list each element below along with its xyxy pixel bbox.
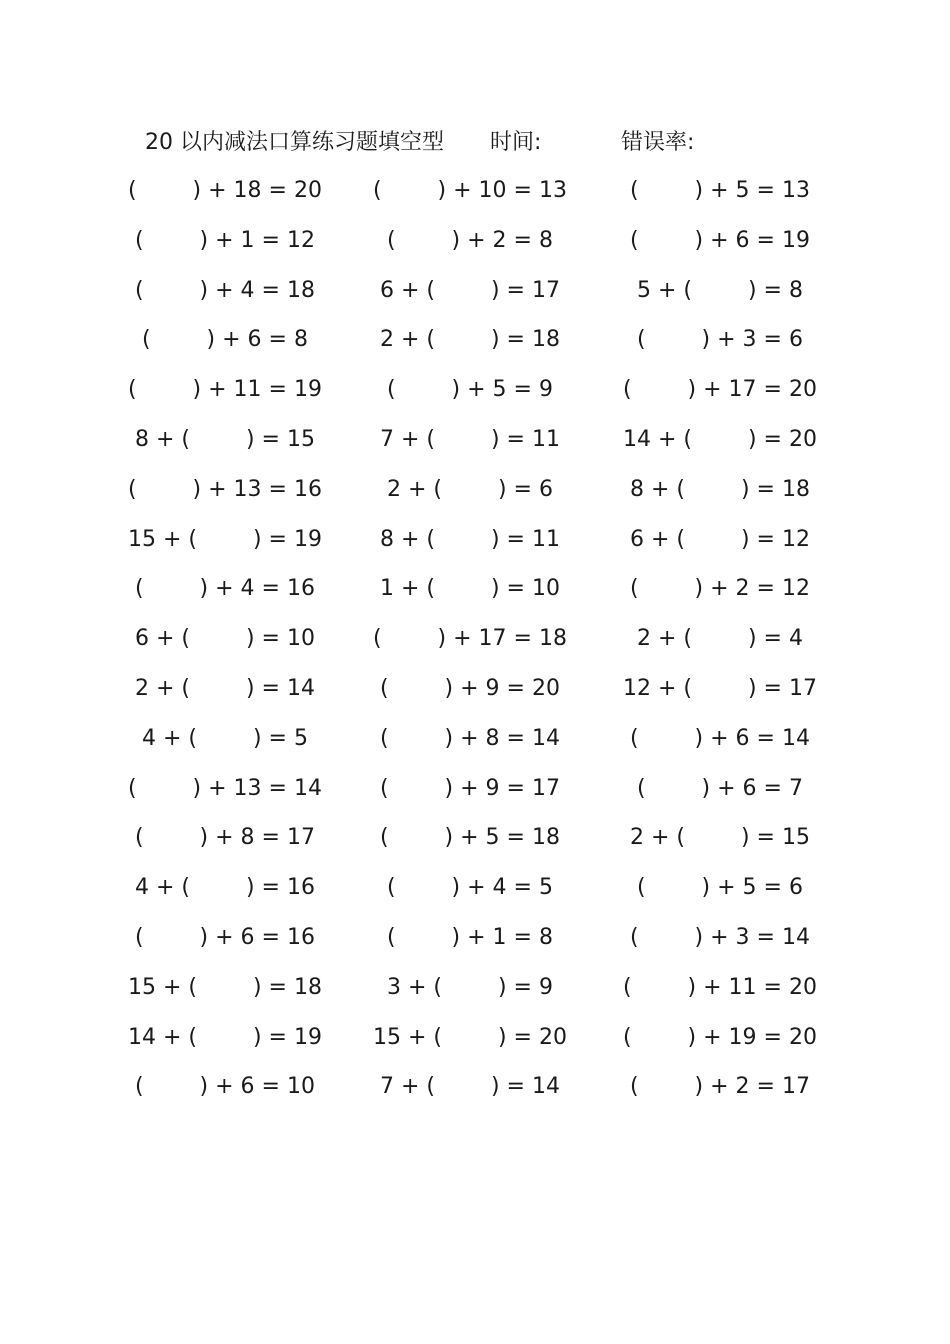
worksheet-header [145,126,845,160]
problem-row [0,622,950,672]
problem-item: ( ) + 4 = 18 [135,277,315,303]
problem-item: ( ) + 1 = 12 [135,227,315,253]
problem-item: 15 + ( ) = 18 [128,974,322,1000]
problem-item: 4 + ( ) = 16 [135,875,315,901]
problem-row [0,373,950,423]
problem-row [0,224,950,274]
problem-item: 1 + ( ) = 10 [380,576,560,602]
problem-item: ( ) + 5 = 6 [637,875,803,901]
problem-item: ( ) + 6 = 7 [637,775,803,801]
problem-item: 8 + ( ) = 11 [380,526,560,552]
problem-item: ( ) + 17 = 18 [373,626,567,652]
problem-item: ( ) + 6 = 14 [630,725,810,751]
problem-row [0,772,950,822]
problem-item: 8 + ( ) = 18 [630,476,810,502]
problem-item: 15 + ( ) = 19 [128,526,322,552]
problem-item: ( ) + 17 = 20 [623,377,817,403]
problem-item: ( ) + 2 = 12 [630,576,810,602]
problem-item: 6 + ( ) = 10 [135,626,315,652]
problem-item: 7 + ( ) = 14 [380,1074,560,1100]
problem-item: 2 + ( ) = 15 [630,825,810,851]
problem-item: 6 + ( ) = 17 [380,277,560,303]
problem-item: ( ) + 5 = 18 [380,825,560,851]
problem-item: ( ) + 3 = 14 [630,924,810,950]
problem-item: 7 + ( ) = 11 [380,426,560,452]
problem-item: 14 + ( ) = 20 [623,426,817,452]
problem-item: 2 + ( ) = 6 [387,476,553,502]
problem-item: ( ) + 5 = 9 [387,377,553,403]
problem-row [0,821,950,871]
problem-item: 2 + ( ) = 14 [135,675,315,701]
problem-item: ( ) + 1 = 8 [387,924,553,950]
problem-item: 15 + ( ) = 20 [373,1024,567,1050]
problem-item: ( ) + 13 = 16 [128,476,322,502]
problem-row [0,174,950,224]
problem-item: ( ) + 11 = 20 [623,974,817,1000]
problem-item: ( ) + 9 = 20 [380,675,560,701]
problem-item: 2 + ( ) = 4 [637,626,803,652]
problem-item: ( ) + 6 = 16 [135,924,315,950]
problem-item: 5 + ( ) = 8 [637,277,803,303]
problem-row [0,1021,950,1071]
problem-item: ( ) + 13 = 14 [128,775,322,801]
problem-row [0,722,950,772]
problem-item: ( ) + 6 = 19 [630,227,810,253]
problem-row [0,672,950,722]
problem-item: 12 + ( ) = 17 [623,675,817,701]
worksheet-title: 20 以内减法口算练习题填空型 [145,130,444,155]
problem-item: ( ) + 6 = 8 [142,327,308,353]
problem-row [0,274,950,324]
problem-item: ( ) + 8 = 17 [135,825,315,851]
problem-item: ( ) + 9 = 17 [380,775,560,801]
error-rate-label: 错误率: [621,130,695,155]
problem-grid [0,174,950,1120]
time-label: 时间: [490,130,542,155]
problem-item: 3 + ( ) = 9 [387,974,553,1000]
problem-row [0,971,950,1021]
problem-item: ( ) + 3 = 6 [637,327,803,353]
problem-row [0,473,950,523]
problem-row [0,871,950,921]
problem-item: ( ) + 4 = 5 [387,875,553,901]
problem-row [0,323,950,373]
problem-row [0,572,950,622]
problem-item: ( ) + 19 = 20 [623,1024,817,1050]
problem-item: ( ) + 2 = 17 [630,1074,810,1100]
problem-item: ( ) + 5 = 13 [630,178,810,203]
problem-item: ( ) + 6 = 10 [135,1074,315,1100]
problem-item: 8 + ( ) = 15 [135,426,315,452]
problem-item: ( ) + 4 = 16 [135,576,315,602]
problem-item: ( ) + 10 = 13 [373,178,567,203]
problem-row [0,523,950,573]
problem-item: 4 + ( ) = 5 [142,725,308,751]
problem-item: ( ) + 2 = 8 [387,227,553,253]
problem-item: 6 + ( ) = 12 [630,526,810,552]
problem-item: 2 + ( ) = 18 [380,327,560,353]
problem-item: ( ) + 11 = 19 [128,377,322,403]
problem-item: ( ) + 8 = 14 [380,725,560,751]
problem-row [0,423,950,473]
problem-row [0,921,950,971]
problem-item: 14 + ( ) = 19 [128,1024,322,1050]
problem-item: ( ) + 18 = 20 [128,178,322,203]
problem-row [0,1070,950,1120]
